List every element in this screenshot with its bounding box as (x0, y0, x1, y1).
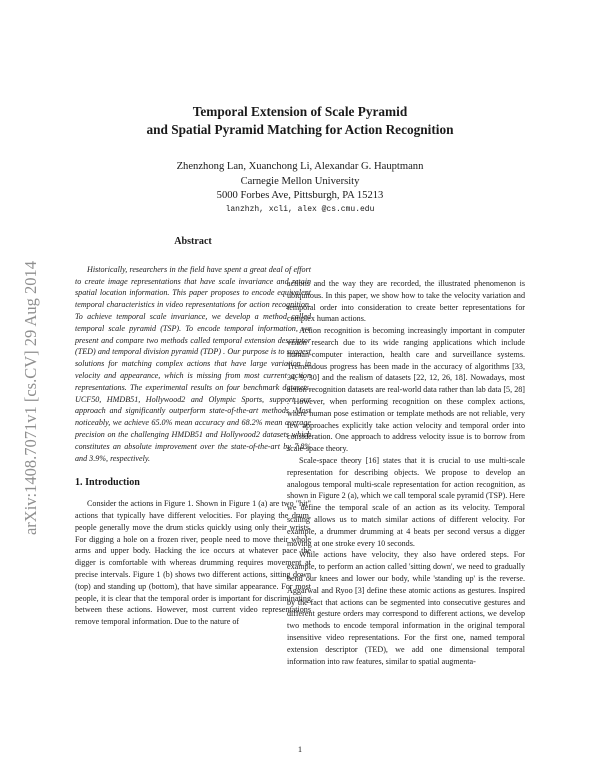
author-block (0, 160, 600, 204)
author-names: Zhenzhong Lan, Xuanchong Li, Alexandar G. Hauptmann (176, 161, 424, 172)
abstract-heading: Abstract (174, 236, 212, 247)
right-column (287, 278, 525, 667)
introduction-heading: 1. Introduction (75, 477, 140, 489)
intro-paragraph-4: While actions have velocity, they also have ordered steps. For example, to perform an action called 'sitting down', we need to gradually bend our knees and lower our body, while 'standing up' is the reverse. Aggarwal and Ryoo [3] define these atomic actions as gestures. Inspired by the fact that actions can be segmented into consecutive gestures and different gesture orders may correspond to different actions, we develop two methods to encode temporal information in the original temporal insensitive video representations. For the first one, named temporal extension descriptor (TED), we add one dimensional temporal information into raw features, similar to spatial augmenta- (287, 550, 525, 666)
intro-paragraph-3: Scale-space theory [16] states that it is crucial to use multi-scale representation for describing objects. We propose to develop an analogous temporal multi-scale representation for action recognition, as shown in Figure 2 (a), which we call temporal scale pyramid (TSP). Here we define the temporal scale of an action as its velocity. Temporal scaling allows us to match similar actions of different velocity. For example, a drummer drumming at 4 beats per second versus a digger moving at one stroke every 10 seconds. (287, 455, 525, 548)
intro-paragraph-continued: actions and the way they are recorded, the illustrated phenomenon is ubiquitous. In this paper, we show how to take the velocity variation and temporal order into consideration to create better representations for complex human actions. (287, 279, 525, 324)
intro-paragraph-1: Consider the actions in Figure 1. Shown in Figure 1 (a) are two "hit" actions that typically have different velocities. For playing the drum, people generally move the drum sticks quickly using only their wrists. For digging a hole on a frozen river, people need to move their whole arms and upper body. Hacking the ice occurs at whatever pace the digger is comfortable with whereas drumming requires movement at precise intervals. Figure 1 (b) shows two different actions, sitting down (top) and standing up (bottom), that have similar appearance. For most people, it is clear that the temporal order is important for discriminating between these actions. However, most current video representations remove temporal information. Due to the nature of (75, 499, 311, 627)
left-column (75, 236, 311, 628)
title-line-1: Temporal Extension of Scale Pyramid (192, 104, 408, 119)
author-emails: lanzhzh, xcli, alex @cs.cmu.edu (225, 205, 375, 214)
page-number: 1 (297, 744, 303, 754)
abstract-text: Historically, researchers in the field have spent a great deal of effort to create image representations that have scale invariance and retain spatial location information. This paper proposes to encode equivalent temporal characteristics in video representations for action recognition. To achieve temporal scale invariance, we develop a method called temporal scale pyramid (TSP). To encode temporal information, we present and compare two methods called temporal extension descriptor (TED) and temporal division pyramid (TDP) . Our purpose is to suggest solutions for matching complex actions that have large variation in velocity and appearance, which is missing from most current action representations. The experimental results on four benchmark datasets, UCF50, HMDB51, Hollywood2 and Olympic Sports, support our approach and significantly outperform state-of-the-art methods. Most noticeably, we achieve 65.0% mean accuracy and 68.2% mean average precision on the challenging HMDB51 and Hollywood2 datasets which constitutes an absolute improvement over the state-of-the-art by 7.8% and 3.9%, respectively. (75, 264, 311, 463)
arxiv-stamp: arXiv:1408.7071v1 [cs.CV] 29 Aug 2014 (21, 260, 40, 536)
paper-title (0, 103, 600, 139)
address: 5000 Forbes Ave, Pittsburgh, PA 15213 (216, 190, 384, 201)
intro-paragraph-2: Action recognition is becoming increasingly important in computer vision research due to its wide ranging applications which include human-computer interaction, health care and surveillance systems. Tremendous progress has been made in the accuracy of algorithms [33, 34, 9, 30] and the realism of datasets [22, 12, 26, 18]. Nowadays, most action recognition datasets are real-world data rather than lab data [5, 28] . However, when performing recognition on these complex actions, where human pose estimation or template methods are not reliable, very few approaches explicitly take action velocity and temporal order into consideration. One approach to address velocity issue is to borrow from scale-space theory. (287, 326, 525, 454)
title-line-2: and Spatial Pyramid Matching for Action Recognition (146, 122, 454, 137)
affiliation: Carnegie Mellon University (240, 175, 360, 187)
